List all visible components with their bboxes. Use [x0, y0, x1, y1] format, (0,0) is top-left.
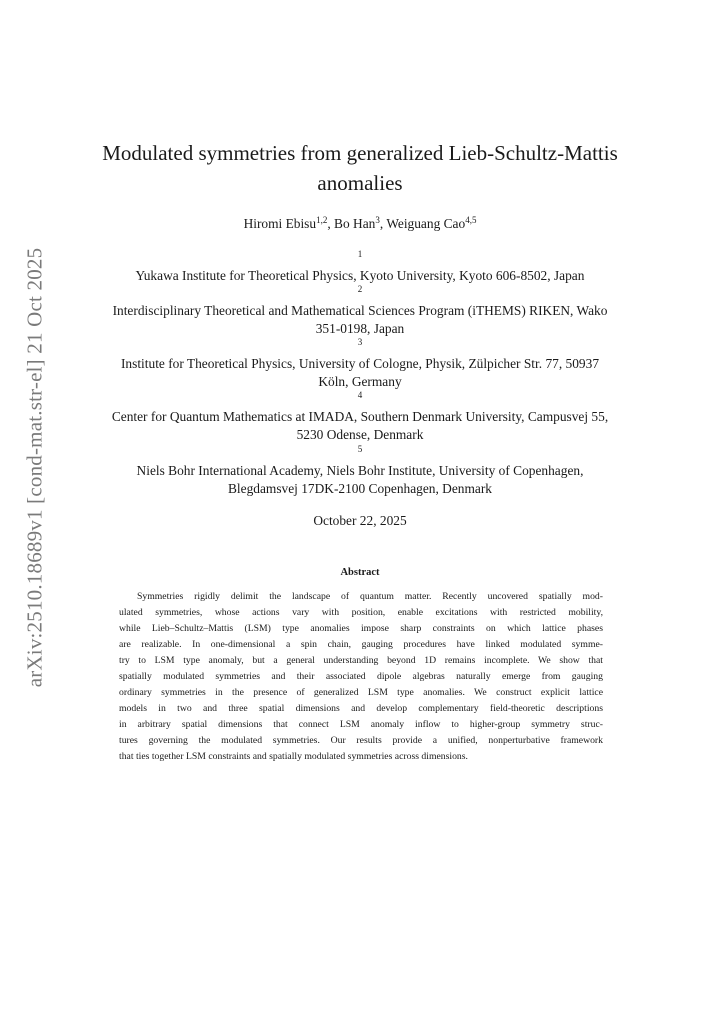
affiliation-line: 5230 Odense, Denmark	[296, 427, 424, 442]
affiliation	[80, 249, 640, 285]
affiliation-text: Center for Quantum Mathematics at IMADA, Southern Denmark University, Campusvej 55,	[111, 409, 609, 424]
affiliation-line: 351-0198, Japan	[315, 321, 405, 336]
author-affiliation-mark: 4,5	[465, 215, 477, 225]
author-name: Bo Han	[334, 216, 376, 231]
abstract-line: are realizable. In one-dimensional a spin chain, gauging procedures have linked modulated symme-	[119, 639, 603, 650]
abstract-body	[119, 589, 603, 765]
author-name: Weiguang Cao	[386, 216, 466, 231]
affiliation-line	[80, 444, 640, 480]
affiliation	[80, 444, 640, 498]
abstract-heading: Abstract	[340, 567, 380, 578]
arxiv-identifier	[18, 247, 52, 688]
affiliation-mark: 2	[357, 284, 363, 294]
author-name: Hiromi Ebisu	[243, 216, 317, 231]
affiliation	[80, 284, 640, 338]
author-separator: ,	[327, 216, 335, 231]
affiliation-text: Institute for Theoretical Physics, University of Cologne, Physik, Zülpicher Str. 77, 50937	[120, 356, 600, 371]
affiliation-line	[80, 284, 640, 320]
title-line: Modulated symmetries from generalized Lieb-Schultz-Mattis	[102, 141, 618, 165]
affiliation-line	[80, 390, 640, 426]
author-separator: ,	[379, 216, 387, 231]
abstract-line: in arbitrary spatial dimensions that connect LSM anomaly inflow to higher-group symmetry struc-	[119, 719, 603, 730]
affiliation-line: Köln, Germany	[318, 374, 402, 389]
affiliation-text: Interdisciplinary Theoretical and Mathematical Sciences Program (iTHEMS) RIKEN, Wako	[112, 303, 608, 318]
author-affiliation-mark: 1,2	[316, 215, 328, 225]
arxiv-identifier-text: arXiv:2510.18689v1 [cond-mat.str-el] 21 Oct 2025	[22, 247, 47, 688]
abstract-line: tures governing the modulated symmetries. Our results provide a unified, nonperturbative framework	[119, 735, 603, 746]
abstract-line: while Lieb–Schultz–Mattis (LSM) type anomalies impose sharp constraints on which lattice phases	[119, 623, 603, 634]
publication-date: October 22, 2025	[313, 513, 407, 528]
abstract-line: try to LSM type anomaly, but a general understanding beyond 1D remains incomplete. We show that	[119, 655, 603, 666]
affiliation-mark: 3	[357, 337, 363, 347]
abstract-line: Symmetries rigidly delimit the landscape of quantum matter. Recently uncovered spatially mod-	[137, 591, 603, 602]
affiliation-line	[80, 249, 640, 285]
abstract-line: spatially modulated symmetries and their associated dipole algebras naturally emerge from gauging	[119, 671, 603, 682]
affiliation-mark: 4	[357, 390, 363, 400]
affiliation	[80, 337, 640, 391]
affiliation-mark: 5	[357, 444, 363, 454]
paper-title	[90, 138, 630, 198]
affiliation-mark: 1	[357, 249, 363, 259]
abstract-line: ordinary symmetries in the presence of generalized LSM type anomalies. We construct explicit lattice	[119, 687, 603, 698]
affiliation-line	[80, 337, 640, 373]
author-list	[90, 215, 630, 233]
affiliation-line: Blegdamsvej 17DK-2100 Copenhagen, Denmark	[227, 481, 493, 496]
abstract-line: that ties together LSM constraints and spatially modulated symmetries across dimensions.	[119, 751, 468, 762]
affiliation	[80, 390, 640, 444]
author-affiliation-mark: 3	[375, 215, 380, 225]
abstract-line: ulated symmetries, whose actions vary with position, enable excitations with restricted mobility,	[119, 607, 603, 618]
affiliation-text: Niels Bohr International Academy, Niels Bohr Institute, University of Copenhagen,	[136, 463, 584, 478]
title-line: anomalies	[317, 171, 403, 195]
affiliation-text: Yukawa Institute for Theoretical Physics, Kyoto University, Kyoto 606-8502, Japan	[135, 268, 585, 283]
abstract-line: models in two and three spatial dimensions and develop complementary field-theoretic descriptions	[119, 703, 603, 714]
